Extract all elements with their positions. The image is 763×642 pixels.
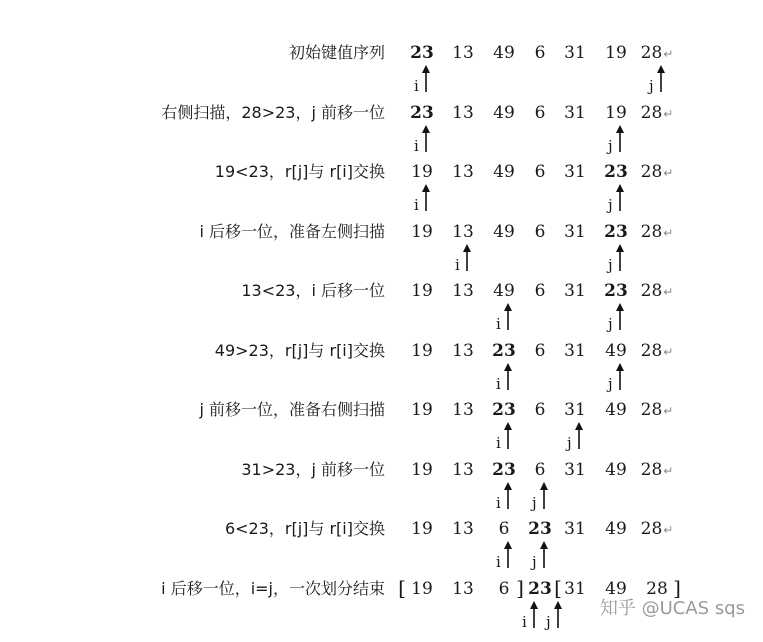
key-value: 13: [452, 519, 474, 539]
key-value: 23: [528, 578, 552, 599]
key-value: 23: [492, 340, 516, 361]
up-arrow-icon: [539, 540, 549, 570]
key-value: 19: [605, 102, 627, 123]
key-value: 6: [534, 43, 546, 63]
key-value: 6: [534, 459, 546, 480]
key-value: 6: [498, 578, 510, 599]
up-arrow-icon: [615, 243, 625, 273]
pointer-letter: i: [496, 434, 501, 452]
key-value: 23: [604, 281, 628, 301]
key-value: 6: [498, 519, 510, 539]
key-value: 31: [564, 400, 586, 420]
step-row: [0, 221, 763, 281]
key-value: 23: [528, 519, 552, 539]
pointer-letter: i: [522, 612, 527, 631]
pointer-letter: i: [496, 374, 501, 393]
key-value: 23: [410, 43, 434, 63]
key-value: 31: [564, 221, 586, 242]
up-arrow-icon: [615, 183, 625, 213]
pointer-letter: j: [649, 77, 654, 95]
key-value: 28↵: [640, 281, 674, 301]
key-value: 28↵: [640, 221, 674, 242]
key-value: 49: [493, 281, 515, 301]
step-row: [0, 399, 763, 459]
step-row: [0, 161, 763, 221]
step-label: j 前移一位，准备右侧扫描: [199, 400, 385, 419]
up-arrow-icon: [615, 124, 625, 154]
return-mark: ↵: [663, 106, 674, 121]
key-value: 13: [452, 221, 474, 242]
step-label: 19<23，r[j]与 r[i]交换: [214, 162, 385, 181]
step-label: 右侧扫描，28>23，j 前移一位: [161, 102, 385, 122]
step-label: 31>23，j 前移一位: [241, 459, 385, 479]
key-value: 19: [411, 281, 433, 301]
up-arrow-icon: [503, 302, 513, 332]
key-value: 49: [493, 43, 515, 63]
step-row: [0, 280, 763, 340]
key-value: 28↵: [640, 400, 674, 420]
key-value: 49: [605, 400, 627, 420]
key-value: 49: [493, 162, 515, 182]
up-arrow-icon: [539, 481, 549, 511]
return-mark: ↵: [663, 463, 674, 478]
key-value: 23: [604, 162, 628, 182]
key-value: 28↵: [640, 43, 674, 63]
return-mark: ↵: [663, 47, 674, 61]
key-value: 6: [534, 340, 546, 361]
pointer-letter: i: [496, 315, 501, 333]
return-mark: ↵: [663, 166, 674, 180]
pointer-letter: i: [414, 77, 419, 95]
up-arrow-icon: [421, 124, 431, 154]
key-value: 28↵: [640, 459, 674, 480]
up-arrow-icon: [615, 302, 625, 332]
key-value: 13: [452, 281, 474, 301]
key-value: 13: [452, 578, 474, 599]
step-row: [0, 459, 763, 519]
pointer-letter: j: [608, 315, 613, 333]
key-value: 31: [564, 578, 586, 599]
step-label: i 后移一位，准备左侧扫描: [199, 221, 385, 241]
return-mark: ↵: [663, 285, 674, 299]
key-value: 31: [564, 519, 586, 539]
partition-bracket: ]: [673, 575, 681, 600]
key-value: 23: [604, 221, 628, 242]
key-value: 19: [605, 43, 627, 63]
step-label: 13<23，i 后移一位: [241, 281, 385, 300]
key-value: 49: [605, 459, 627, 480]
pointer-letter: j: [532, 553, 537, 571]
key-value: 28↵: [640, 102, 674, 123]
partition-bracket: [: [554, 575, 562, 600]
step-row: [0, 518, 763, 578]
return-mark: ↵: [663, 344, 674, 359]
key-value: 6: [534, 281, 546, 301]
key-value: 13: [452, 162, 474, 182]
key-value: 13: [452, 400, 474, 420]
key-value: 13: [452, 43, 474, 63]
up-arrow-icon: [421, 64, 431, 94]
pointer-letter: j: [608, 196, 613, 214]
up-arrow-icon: [503, 540, 513, 570]
key-value: 19: [411, 340, 433, 361]
key-value: 28↵: [640, 340, 674, 361]
step-row: [0, 42, 763, 102]
up-arrow-icon: [421, 183, 431, 213]
key-value: 13: [452, 340, 474, 361]
key-value: 19: [411, 578, 433, 599]
key-value: 49: [605, 578, 627, 599]
pointer-letter: j: [546, 612, 551, 631]
return-mark: ↵: [663, 523, 674, 537]
key-value: 19: [411, 221, 433, 242]
key-value: 28: [646, 578, 668, 599]
key-value: 49: [605, 340, 627, 361]
up-arrow-icon: [503, 362, 513, 392]
pointer-letter: j: [567, 434, 572, 452]
pointer-letter: j: [608, 374, 613, 393]
up-arrow-icon: [615, 362, 625, 392]
pointer-letter: j: [608, 255, 613, 274]
key-value: 31: [564, 281, 586, 301]
up-arrow-icon: [503, 481, 513, 511]
up-arrow-icon: [462, 243, 472, 273]
key-value: 31: [564, 102, 586, 123]
pointer-letter: i: [414, 136, 419, 155]
key-value: 49: [605, 519, 627, 539]
key-value: 19: [411, 519, 433, 539]
up-arrow-icon: [503, 421, 513, 451]
up-arrow-icon: [529, 600, 539, 630]
step-row: [0, 340, 763, 400]
key-value: 19: [411, 459, 433, 480]
key-value: 23: [410, 102, 434, 123]
key-value: 23: [492, 400, 516, 420]
key-value: 31: [564, 43, 586, 63]
pointer-letter: i: [496, 493, 501, 512]
key-value: 19: [411, 162, 433, 182]
key-value: 6: [534, 162, 546, 182]
up-arrow-icon: [574, 421, 584, 451]
pointer-letter: j: [532, 493, 537, 512]
step-label: 初始键值序列: [288, 43, 385, 62]
key-value: 13: [452, 459, 474, 480]
key-value: 49: [493, 102, 515, 123]
up-arrow-icon: [553, 600, 563, 630]
key-value: 28↵: [640, 519, 674, 539]
key-value: 6: [534, 102, 546, 123]
step-label: i 后移一位，i=j，一次划分结束: [161, 578, 385, 598]
return-mark: ↵: [663, 225, 674, 240]
up-arrow-icon: [656, 64, 666, 94]
pointer-letter: i: [496, 553, 501, 571]
pointer-letter: i: [455, 255, 460, 274]
key-value: 6: [534, 400, 546, 420]
key-value: 31: [564, 459, 586, 480]
pointer-letter: i: [414, 196, 419, 214]
pointer-letter: j: [608, 136, 613, 155]
key-value: 31: [564, 162, 586, 182]
key-value: 49: [493, 221, 515, 242]
key-value: 13: [452, 102, 474, 123]
step-row: [0, 102, 763, 162]
step-label: 6<23，r[j]与 r[i]交换: [224, 519, 385, 538]
key-value: 28↵: [640, 162, 674, 182]
partition-bracket: [: [398, 575, 406, 600]
return-mark: ↵: [663, 404, 674, 418]
key-value: 31: [564, 340, 586, 361]
partition-bracket: ]: [516, 575, 524, 600]
key-value: 19: [411, 400, 433, 420]
watermark: 知乎 @UCAS sqs: [599, 598, 745, 619]
step-label: 49>23，r[j]与 r[i]交换: [214, 340, 385, 360]
key-value: 6: [534, 221, 546, 242]
key-value: 23: [492, 459, 516, 480]
